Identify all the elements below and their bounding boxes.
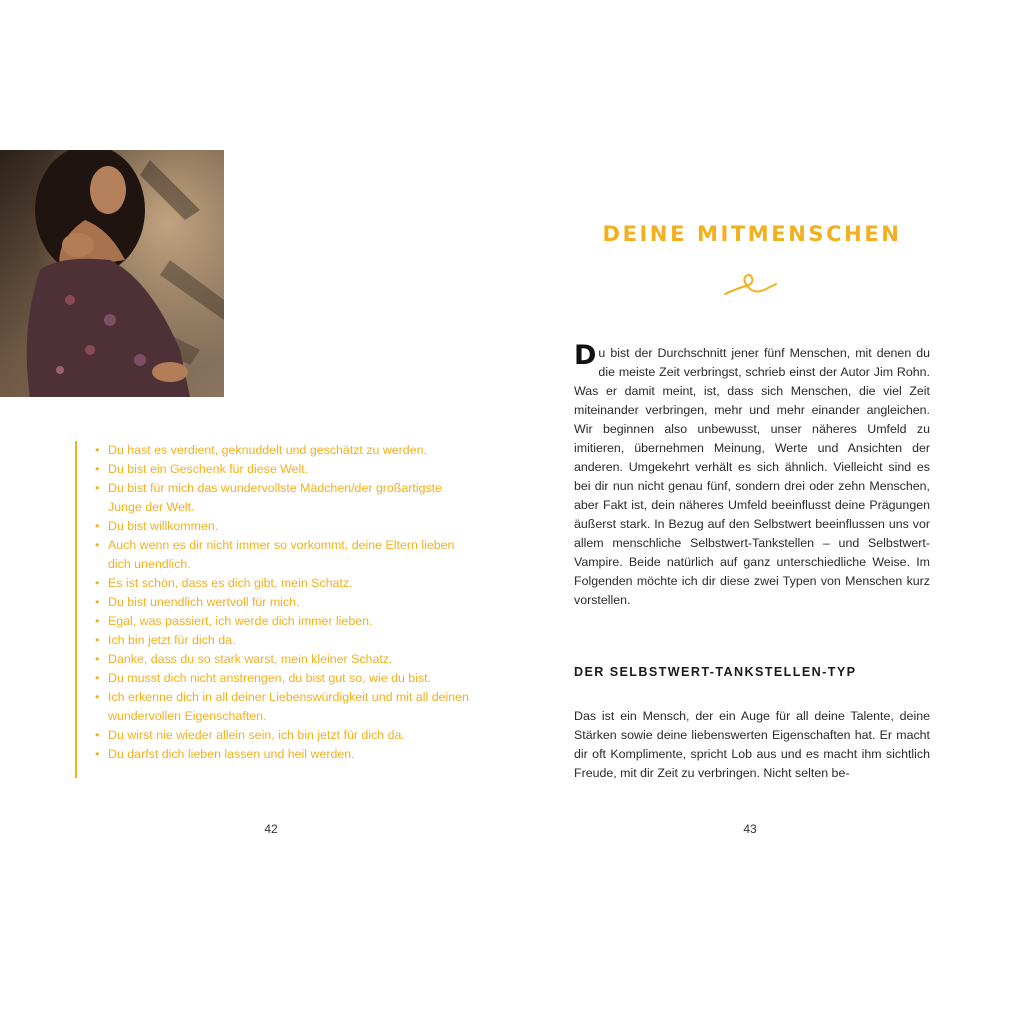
swirl-ornament-icon xyxy=(720,270,780,300)
list-item: • Du bist ein Geschenk für diese Welt. xyxy=(95,460,475,479)
list-item: • Du bist unendlich wertvoll für mich. xyxy=(95,593,475,612)
affirmations-list xyxy=(95,441,475,764)
list-item: • Du musst dich nicht anstrengen, du bist gut so, wie du bist. xyxy=(95,669,475,688)
affirmations-accent-bar xyxy=(75,441,77,778)
intro-paragraph xyxy=(574,340,930,610)
page-number-left: 42 xyxy=(264,822,278,836)
list-item: • Du darfst dich lieben lassen und heil werden. xyxy=(95,745,475,764)
list-item: • Auch wenn es dir nicht immer so vorkommt, deine Eltern lieben dich unendlich. xyxy=(95,536,475,574)
list-item: • Ich bin jetzt für dich da. xyxy=(95,631,475,650)
list-item: • Egal, was passiert, ich werde dich immer lieben. xyxy=(95,612,475,631)
list-item: • Danke, dass du so stark warst, mein kleiner Schatz. xyxy=(95,650,475,669)
page-number-right: 43 xyxy=(743,822,757,836)
list-item: • Du wirst nie wieder allein sein, ich bin jetzt für dich da. xyxy=(95,726,475,745)
drop-cap: D xyxy=(574,340,597,371)
list-item: • Du bist für mich das wundervollste Mädchen/der großartigste Junge der Welt. xyxy=(95,479,475,517)
section-heading: DER SELBSTWERT-TANKSTELLEN-TYP xyxy=(574,665,857,679)
chapter-title: DEINE MITMENSCHEN xyxy=(602,222,902,246)
list-item: • Du bist willkommen. xyxy=(95,517,475,536)
section-paragraph: Das ist ein Mensch, der ein Auge für all deine Talente, deine Stärken sowie deine liebenswerten Eigenschaften hat. Er macht dir oft Komplimente, spricht Lob aus und es macht ihm sichtlich Freude, mit dir Zeit zu verbringen. Nicht selten be- xyxy=(574,709,930,780)
list-item: • Du hast es verdient, geknuddelt und geschätzt zu werden. xyxy=(95,441,475,460)
portrait-photo xyxy=(0,150,224,397)
list-item: • Es ist schön, dass es dich gibt, mein Schatz. xyxy=(95,574,475,593)
list-item: • Ich erkenne dich in all deiner Liebenswürdigkeit und mit all deinen wundervollen Eigenschaften. xyxy=(95,688,475,726)
intro-text: u bist der Durchschnitt jener fünf Menschen, mit denen du die meiste Zeit verbringst, schrieb einst der Autor Jim Rohn. Was er damit meint, ist, dass sich Menschen, die viel Zeit miteinander verbringen, mehr und mehr einander angleichen. Wir beginnen also unbewusst, unser näheres Umfeld zu imitieren, übernehmen Meinung, Werte und Ansichten der anderen. Umgekehrt verhält es sich ähnlich. Vielleicht sind es bei dir nun nicht genau fünf, sondern drei oder zehn Menschen, aber Fakt ist, dein näheres Umfeld beeinflusst deine Prägungen äußerst stark. In Bezug auf den Selbstwert beeinflussen uns vor allem menschliche Selbstwert-Tankstellen – und Selbstwert-Vampire. Beide natürlich auf ganz unterschiedliche Weise. Im Folgenden möchte ich dir diese zwei Typen von Menschen kurz vorstellen. xyxy=(574,346,930,607)
